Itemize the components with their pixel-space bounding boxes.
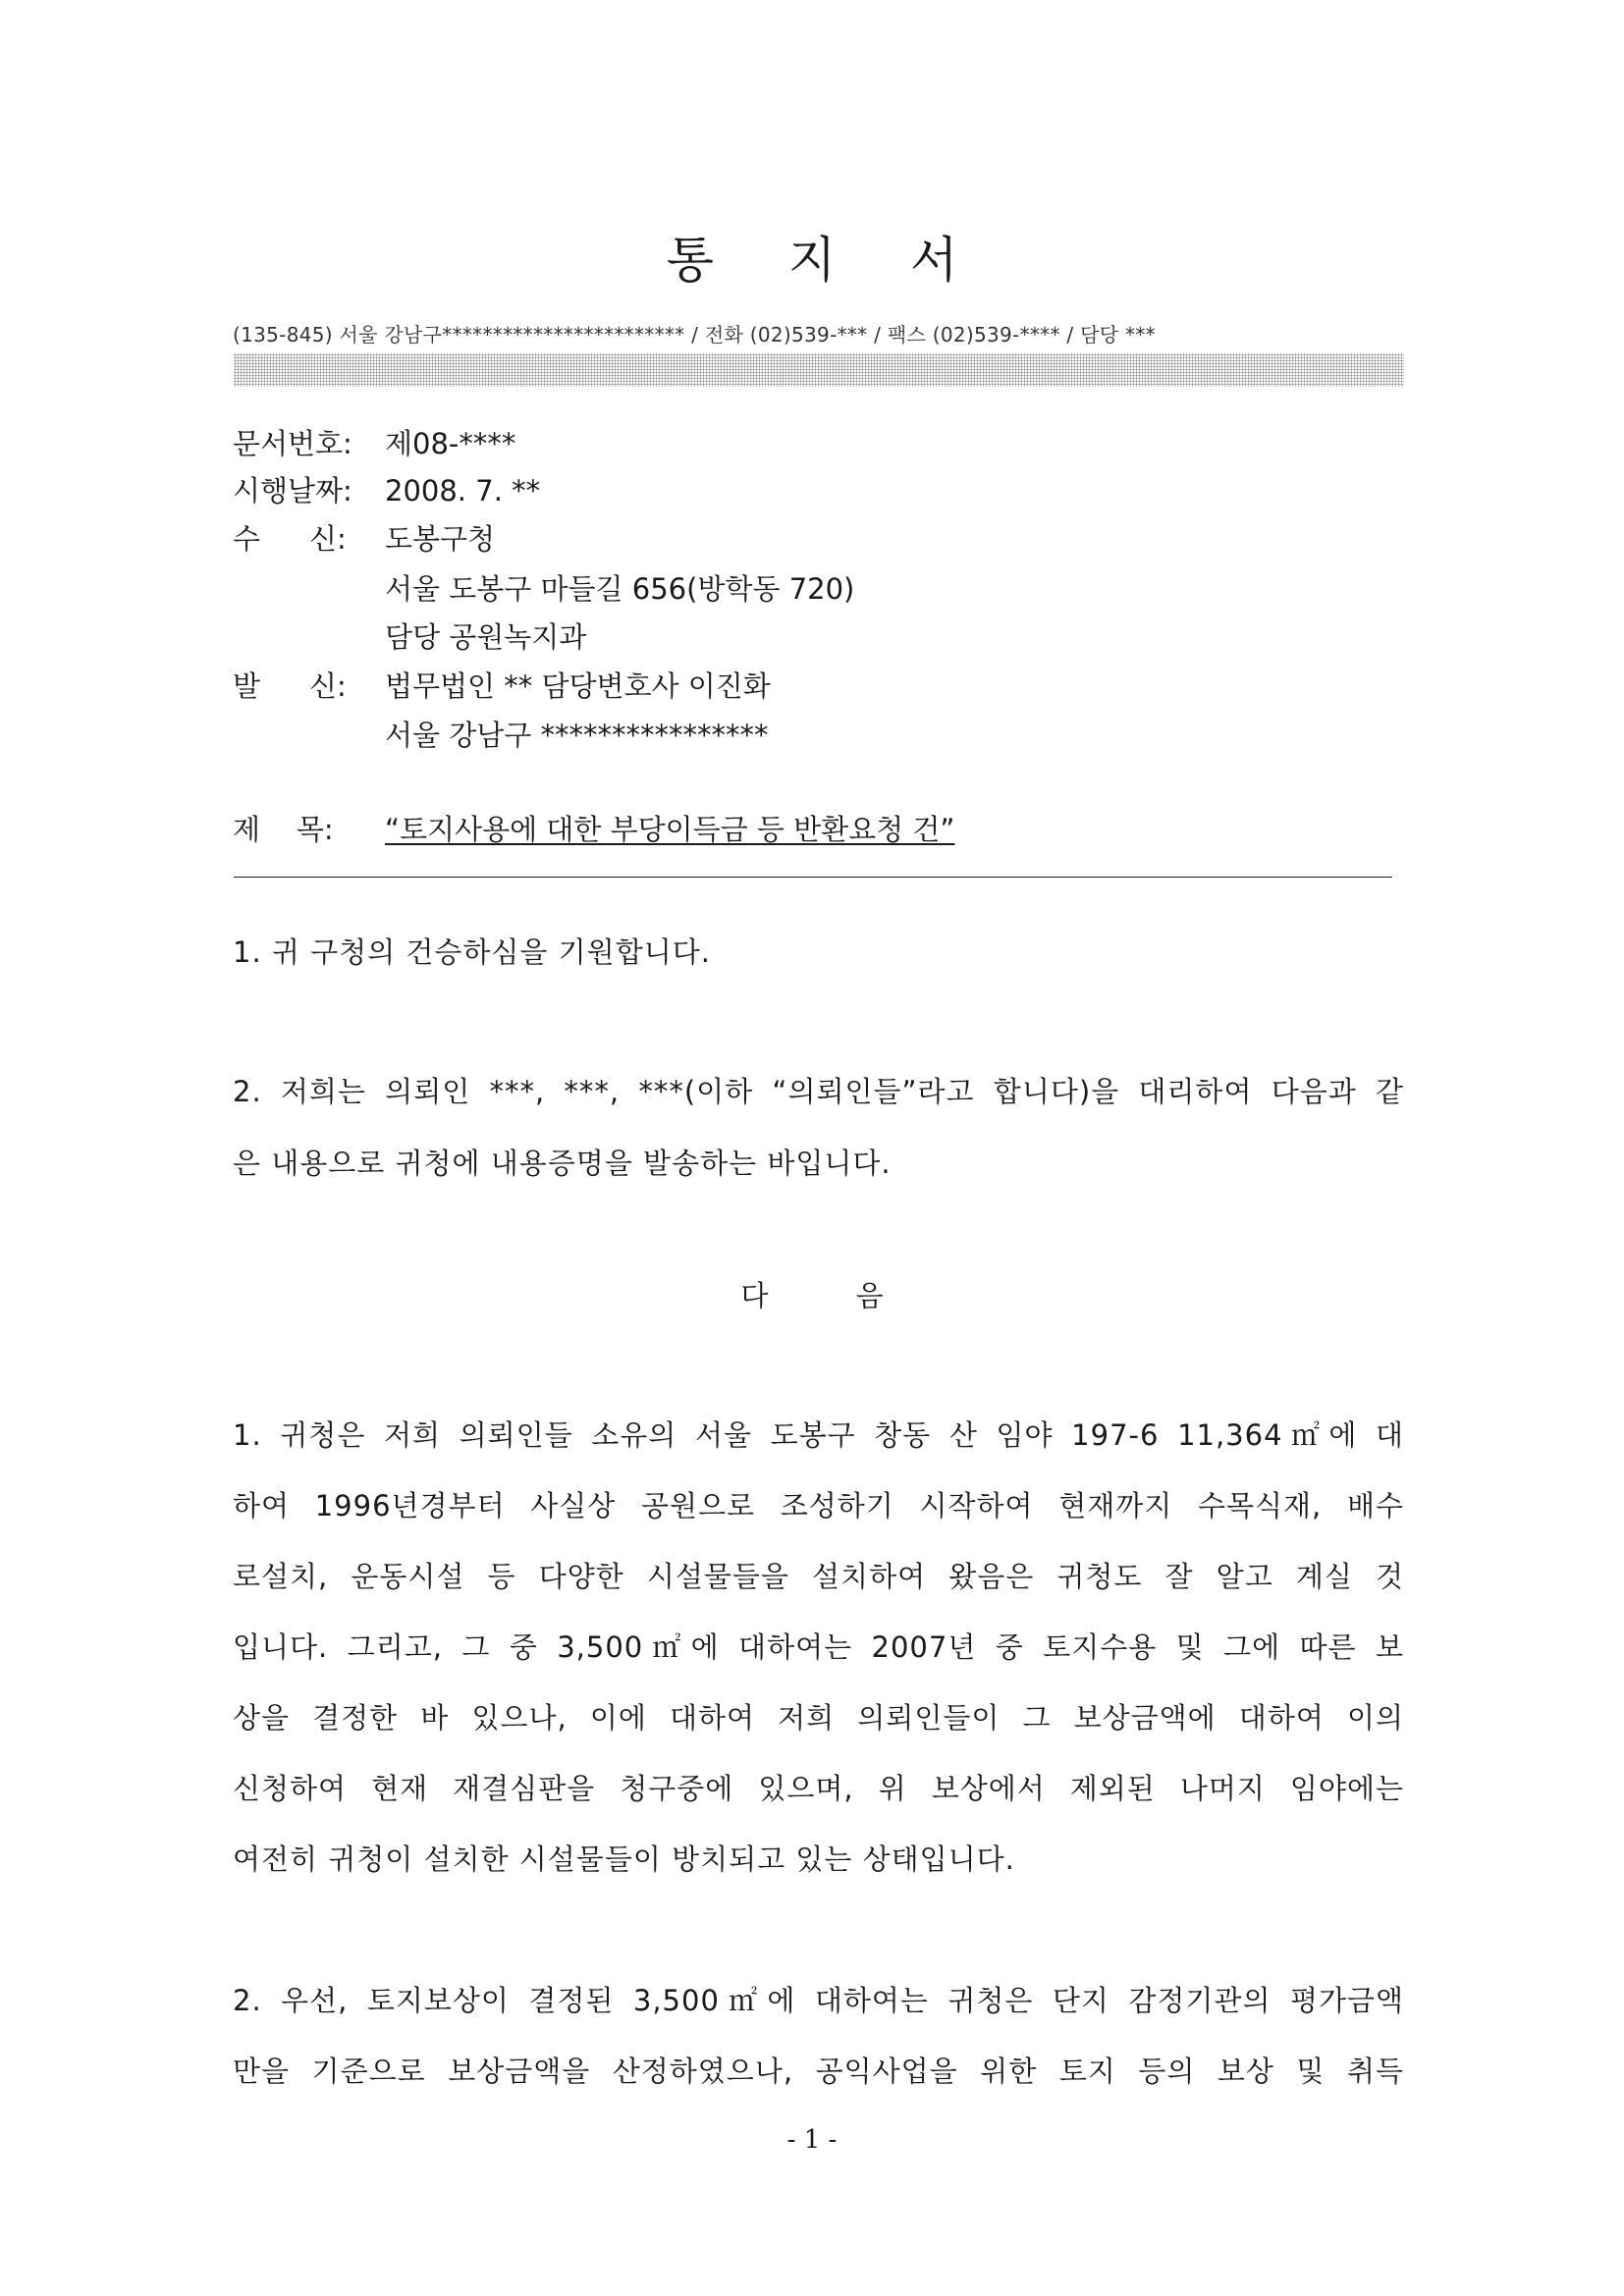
- section-heading: 다 음: [740, 1279, 923, 1312]
- sender-address: 서울 강남구 ****************: [385, 719, 769, 752]
- subject-label: 제 목:: [233, 813, 334, 846]
- sender-label-1: 발: [233, 669, 261, 703]
- date-value: 2008. 7. **: [385, 474, 541, 507]
- recipient-value: 도봉구청: [385, 522, 496, 556]
- body-p1-line-2: 하여 1996년경부터 사실상 공원으로 조성하기 시작하여 현재까지 수목식재, 배수: [233, 1489, 1404, 1522]
- intro-paragraph-2-line-1: 2. 저희는 의뢰인 ***, ***, ***(이하 “의뢰인들”라고 합니다)을 대리하여 다음과 같: [233, 1075, 1404, 1108]
- document-title: 통 지 서: [666, 232, 988, 289]
- page-number: - 1 -: [786, 2125, 838, 2155]
- date-row: [233, 469, 540, 509]
- sender-value: 법무법인 ** 담당변호사 이진화: [385, 669, 771, 703]
- doc-number-value: 제08-****: [385, 427, 516, 460]
- intro-paragraph-2-line-2: 은 내용으로 귀청에 내용증명을 발송하는 바입니다.: [233, 1147, 892, 1180]
- body-p1-line-5: 상을 결정한 바 있으나, 이에 대하여 저희 의뢰인들이 그 보상금액에 대하여 이의: [233, 1701, 1404, 1735]
- date-label: 시행날짜:: [233, 474, 352, 507]
- body-p1-line-1: 1. 귀청은 저희 의뢰인들 소유의 서울 도봉구 창동 산 임야 197-6 11,364㎡에 대: [233, 1418, 1404, 1452]
- recipient-label-2: 신:: [309, 522, 347, 556]
- body-p1-line-6: 신청하여 현재 재결심판을 청구중에 있으며, 위 보상에서 제외된 나머지 임야에는: [233, 1772, 1404, 1805]
- recipient-address: 서울 도봉구 마들길 656(방학동 720): [385, 572, 855, 606]
- body-p1-line-7: 여전히 귀청이 설치한 시설물들이 방치되고 있는 상태입니다.: [233, 1842, 1015, 1876]
- sender-row: [233, 665, 771, 705]
- subject-text: “토지사용에 대한 부당이득금 등 반환요청 건”: [385, 813, 955, 846]
- subject-divider: [234, 877, 1392, 878]
- body-p1-line-3: 로설치, 운동시설 등 다양한 시설물들을 설치하여 왔음은 귀청도 잘 알고 계실 것: [233, 1560, 1404, 1593]
- recipient-department: 담당 공원녹지과: [385, 620, 587, 654]
- sender-contact-line: (135-845) 서울 강남구************************ / 전화 (02)539-*** / 팩스 (02)539-**** / 담당 ***: [233, 323, 1156, 347]
- intro-paragraph-1: 1. 귀 구청의 건승하심을 기원합니다.: [233, 935, 711, 969]
- recipient-row: [233, 517, 495, 558]
- body-p2-line-2: 만을 기준으로 보상금액을 산정하였으나, 공익사업을 위한 토지 등의 보상 및 취득: [233, 2055, 1404, 2088]
- doc-number-label: 문서번호:: [233, 427, 352, 460]
- doc-number-row: [233, 422, 515, 462]
- subject-row: [233, 808, 954, 848]
- body-p1-line-4: 입니다. 그리고, 그 중 3,500㎡에 대하여는 2007년 중 토지수용 및 그에 따른 보: [233, 1630, 1404, 1664]
- dotted-divider: [234, 353, 1404, 387]
- recipient-label-1: 수: [233, 522, 261, 556]
- sender-label-2: 신:: [309, 669, 347, 703]
- body-p2-line-1: 2. 우선, 토지보상이 결정된 3,500㎡에 대하여는 귀청은 단지 감정기관의 평가금액: [233, 1984, 1404, 2017]
